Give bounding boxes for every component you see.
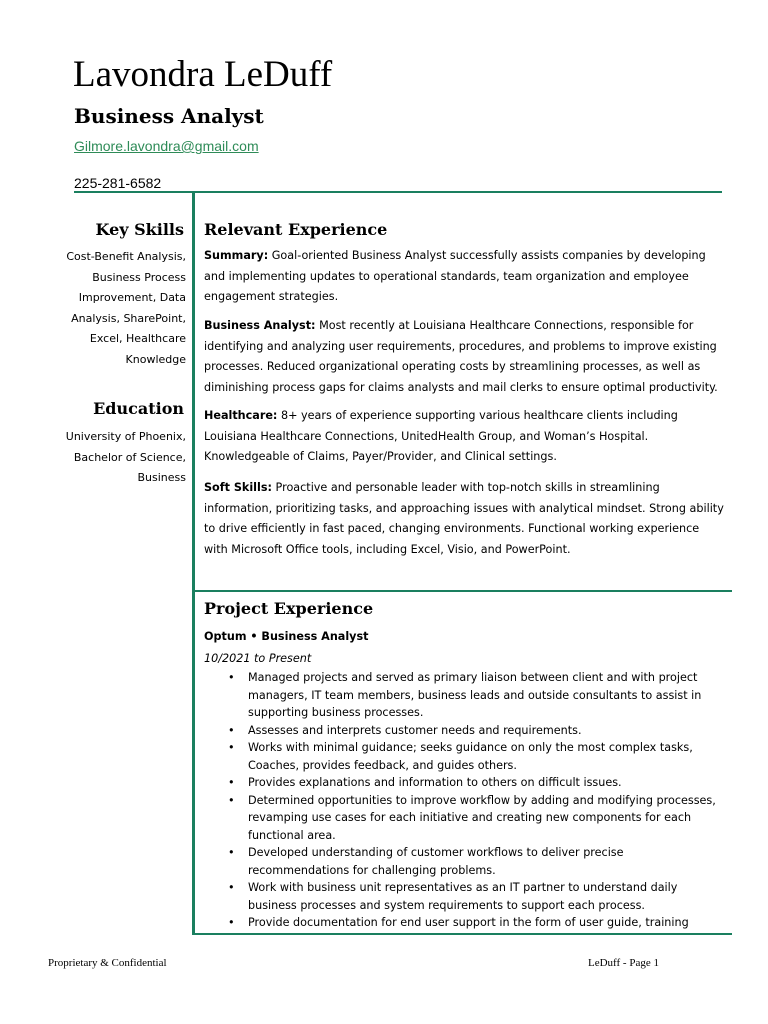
key-skills-text: Cost-Benefit Analysis, Business Process Improvement, Data Analysis, SharePoint, Excel, Healthcare Knowledge [66,250,186,366]
bullet-list-clip [0,669,768,933]
education-text: University of Phoenix, Bachelor of Science, Business [65,430,186,485]
education-heading: Education [93,399,184,418]
list-item: • Managed projects and served as primary liaison between client and with project managers, IT team members, business leads and outside consultants to assist in supporting business processes. [228,669,718,722]
summary-text: Goal-oriented Business Analyst successfully assists companies by developing and implementing updates to operational standards, team organization and employee engagement strategies. [204,249,706,304]
soft-skills-text: Proactive and personable leader with top-notch skills in streamlining information, prioritizing tasks, and approaching issues with analytical mindset. Strong ability to drive efficiently in fast paced, changing environments. Functional working experience with Microsoft Office tools, including Excel, Visio, and PowerPoint. [204,481,724,556]
list-item: • Work with business unit representatives as an IT partner to understand daily business processes and system requirements to support each process. [228,879,718,914]
phone-number: 225-281-6582 [74,175,162,191]
business-analyst-paragraph [204,316,724,398]
healthcare-paragraph [204,406,724,468]
job-date: 10/2021 to Present [204,652,312,665]
key-skills-heading: Key Skills [95,220,184,239]
list-item: • Provide documentation for end user support in the form of user guide, training [228,914,718,932]
relevant-experience-heading: Relevant Experience [204,220,388,239]
list-item: • Provides explanations and information to others on difficult issues. [228,774,718,792]
healthcare-label: Healthcare: [204,409,278,422]
candidate-role: Business Analyst [74,104,264,128]
footer-confidential: Proprietary & Confidential [48,957,167,969]
project-bullet-list [228,669,718,932]
bottom-divider [195,933,732,935]
candidate-name: Lavondra LeDuff [73,54,333,95]
footer-page-number: LeDuff - Page 1 [588,957,659,969]
section-divider [195,590,732,592]
project-experience-heading: Project Experience [204,599,374,618]
summary-label: Summary: [204,249,269,262]
list-item: • Determined opportunities to improve workflow by adding and modifying processes, revamping use cases for each initiative and creating new components for each functional area. [228,792,718,845]
list-item: • Developed understanding of customer workflows to deliver precise recommendations for challenging problems. [228,844,718,879]
soft-skills-paragraph [204,478,724,560]
business-analyst-label: Business Analyst: [204,319,316,332]
business-analyst-text: Most recently at Louisiana Healthcare Connections, responsible for identifying and analyzing user requirements, procedures, and problems to improve existing processes. Reduced organizational operating costs by streamlining processes, as well as diminishing process gaps for claims analysts and mail clerks to ensure optimal productivity. [204,319,718,394]
list-item: • Works with minimal guidance; seeks guidance on only the most complex tasks, Coaches, provides feedback, and guides others. [228,739,718,774]
job-title: Optum • Business Analyst [204,630,369,643]
healthcare-text: 8+ years of experience supporting various healthcare clients including Louisiana Healthcare Connections, UnitedHealth Group, and Woman’s Hospital. Knowledgeable of Claims, Payer/Provider, and Clinical settings. [204,409,678,464]
header-divider [74,191,722,193]
list-item: • Assesses and interprets customer needs and requirements. [228,722,718,740]
email-link[interactable]: Gilmore.lavondra@gmail.com [74,138,259,154]
summary-paragraph [204,246,724,308]
soft-skills-label: Soft Skills: [204,481,272,494]
